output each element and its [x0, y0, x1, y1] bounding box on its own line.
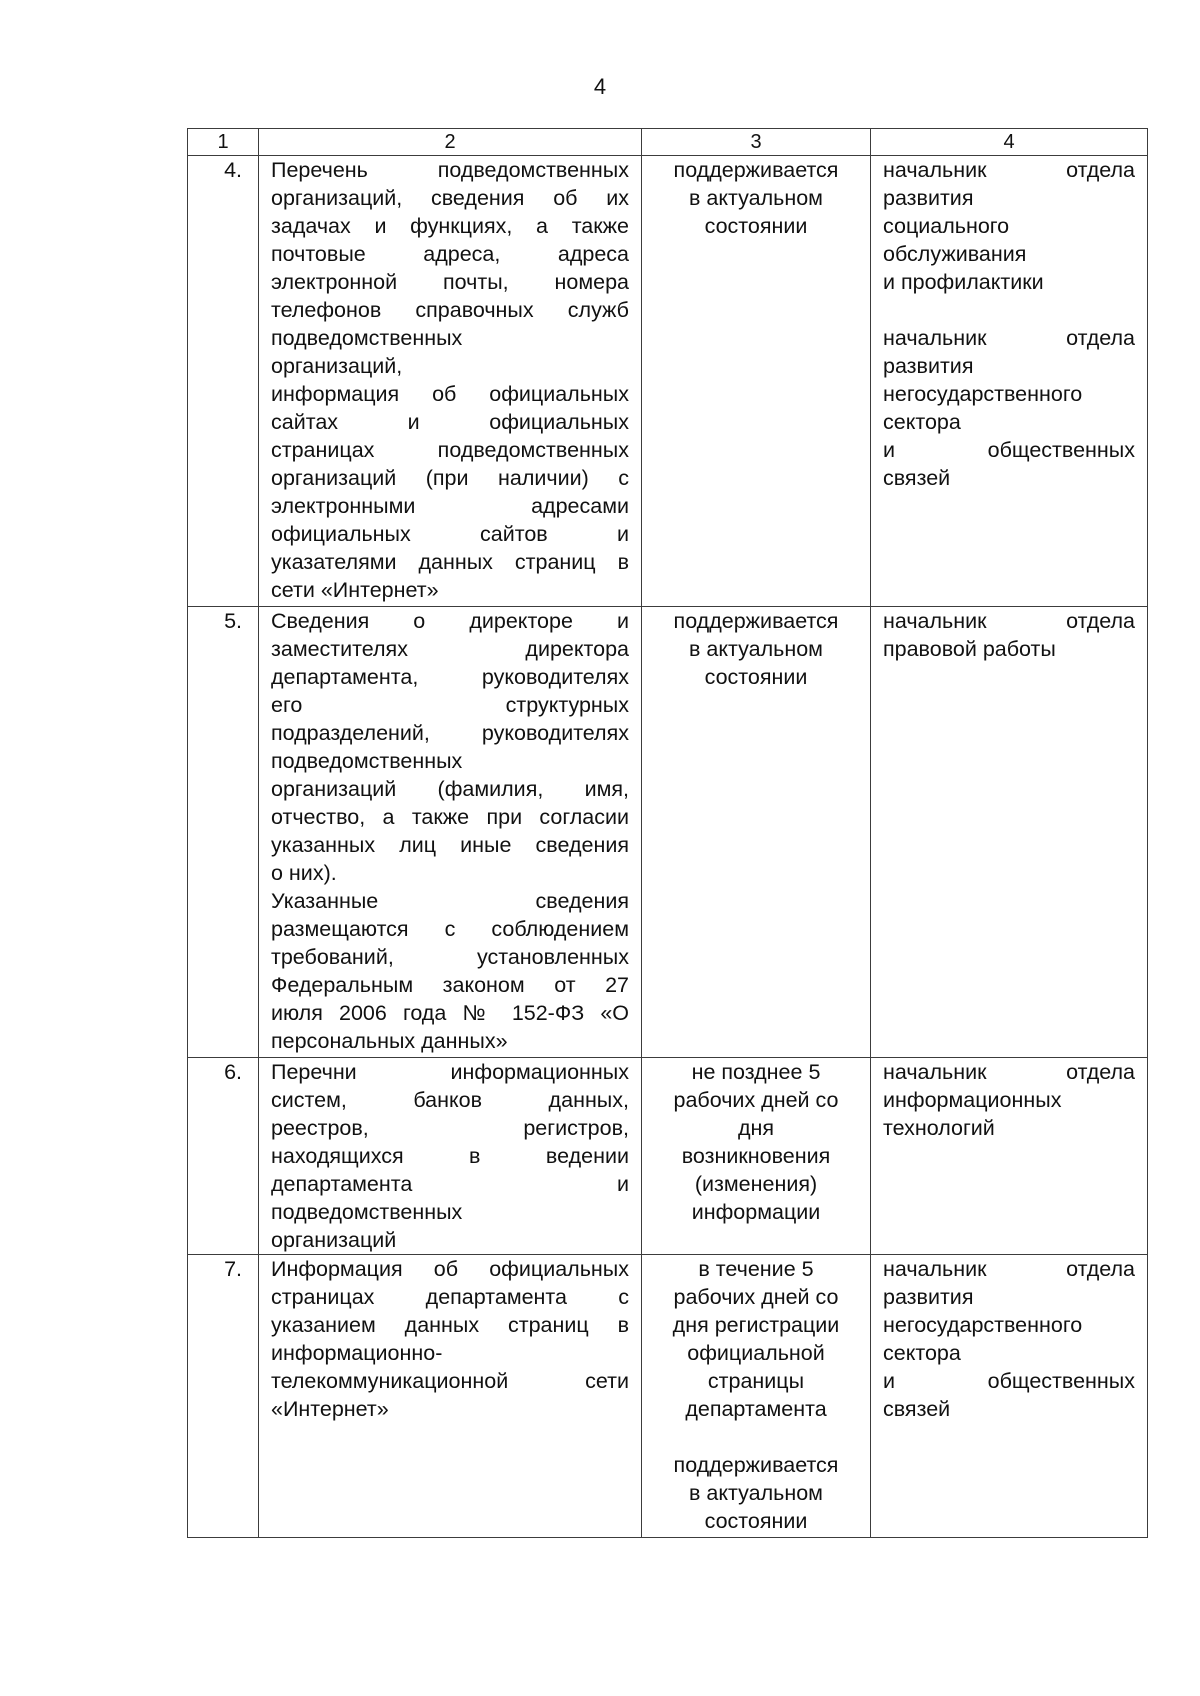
deadline-cell — [642, 156, 871, 607]
description-cell — [259, 1255, 642, 1538]
description-line: систем, банков данных, — [271, 1088, 629, 1112]
row-number: 4. — [224, 158, 242, 182]
description-cell — [259, 607, 642, 1058]
deadline-line: страницы — [707, 1369, 805, 1393]
deadline-line: (изменения) — [694, 1172, 818, 1196]
column-header-1: 1 — [188, 129, 259, 156]
responsible-line: и общественных — [883, 438, 1135, 462]
responsible-cell — [871, 607, 1148, 1058]
deadline-line: в актуальном — [689, 1481, 823, 1505]
description-line: его структурных — [271, 693, 629, 717]
deadline-cell — [642, 1058, 871, 1255]
description-line: «Интернет» — [271, 1397, 389, 1421]
responsible-line: сектора — [883, 1341, 961, 1365]
row-number-cell — [188, 1058, 259, 1255]
description-line: сети «Интернет» — [271, 578, 439, 602]
deadline-line: рабочих дней со — [673, 1088, 839, 1112]
description-line: персональных данных» — [271, 1029, 508, 1053]
description-line: официальных сайтов и — [271, 522, 629, 546]
responsible-line: начальник отдела — [883, 1060, 1135, 1084]
deadline-line: дня — [737, 1116, 775, 1140]
table-row — [188, 1255, 1148, 1538]
responsible-line: развития — [883, 186, 974, 210]
responsible-line: связей — [883, 1397, 951, 1421]
row-number-cell — [188, 156, 259, 607]
deadline-line: департамента — [685, 1397, 827, 1421]
deadline-cell — [642, 1255, 871, 1538]
description-line: информация об официальных — [271, 382, 629, 406]
description-line: подведомственных — [271, 749, 463, 773]
responsible-cell — [871, 1255, 1148, 1538]
description-line: указанных лиц иные сведения — [271, 833, 629, 857]
table-header-row — [188, 129, 1148, 156]
responsible-line: обслуживания — [883, 242, 1027, 266]
row-number: 7. — [224, 1257, 242, 1281]
description-line: телефонов справочных служб — [271, 298, 629, 322]
deadline-line: рабочих дней со — [673, 1285, 839, 1309]
description-line: подведомственных — [271, 326, 463, 350]
row-number-cell — [188, 607, 259, 1058]
table-row — [188, 1058, 1148, 1255]
deadline-line: в актуальном — [689, 186, 823, 210]
responsible-line: развития — [883, 354, 974, 378]
description-line: информационно- — [271, 1341, 443, 1365]
description-line: реестров, регистров, — [271, 1116, 629, 1140]
row-number: 5. — [224, 609, 242, 633]
description-line: организаций, сведения об их — [271, 186, 629, 210]
description-line: размещаются с соблюдением — [271, 917, 629, 941]
deadline-line — [648, 1423, 864, 1451]
responsible-line: начальник отдела — [883, 158, 1135, 182]
description-line: заместителях директора — [271, 637, 629, 661]
responsible-line — [883, 296, 1135, 324]
description-cell — [259, 1058, 642, 1255]
column-header-3: 3 — [642, 129, 871, 156]
responsible-line: социального — [883, 214, 1010, 238]
deadline-line: поддерживается — [673, 158, 839, 182]
description-line: департамента, руководителях — [271, 665, 629, 689]
description-line: электронной почты, номера — [271, 270, 629, 294]
deadline-line: дня регистрации — [672, 1313, 840, 1337]
deadline-line: официальной — [687, 1341, 825, 1365]
description-line: страницах департамента с — [271, 1285, 629, 1309]
description-line: Сведения о директоре и — [271, 609, 629, 633]
description-line: Указанные сведения — [271, 889, 629, 913]
description-line: Информация об официальных — [271, 1257, 629, 1281]
column-header-2: 2 — [259, 129, 642, 156]
page-number: 4 — [593, 74, 607, 99]
description-line: требований, установленных — [271, 945, 629, 969]
deadline-line: состоянии — [704, 665, 808, 689]
table-row — [188, 156, 1148, 607]
responsible-line: сектора — [883, 410, 961, 434]
deadline-line: возникновения — [681, 1144, 831, 1168]
deadline-line: в течение 5 — [698, 1257, 814, 1281]
deadline-line: не позднее 5 — [691, 1060, 821, 1084]
description-line: телекоммуникационной сети — [271, 1369, 629, 1393]
responsible-line: технологий — [883, 1116, 995, 1140]
deadline-line: поддерживается — [673, 609, 839, 633]
description-line: Перечень подведомственных — [271, 158, 629, 182]
table-row — [188, 607, 1148, 1058]
description-line: Перечни информационных — [271, 1060, 629, 1084]
description-line: сайтах и официальных — [271, 410, 629, 434]
responsible-cell — [871, 1058, 1148, 1255]
description-line: находящихся в ведении — [271, 1144, 629, 1168]
description-line: электронными адресами — [271, 494, 629, 518]
description-line: отчество, а также при согласии — [271, 805, 629, 829]
responsible-line: информационных — [883, 1088, 1062, 1112]
description-line: организаций, — [271, 354, 403, 378]
responsible-line: связей — [883, 466, 951, 490]
description-line: почтовые адреса, адреса — [271, 242, 629, 266]
description-line: организаций — [271, 1228, 397, 1252]
row-number: 6. — [224, 1060, 242, 1084]
description-line: указанием данных страниц в — [271, 1313, 629, 1337]
deadline-line: информации — [691, 1200, 821, 1224]
description-line: указателями данных страниц в — [271, 550, 629, 574]
row-number-cell — [188, 1255, 259, 1538]
deadline-line: в актуальном — [689, 637, 823, 661]
deadline-line: поддерживается — [673, 1453, 839, 1477]
responsible-line: негосударственного — [883, 1313, 1083, 1337]
description-line: департамента и — [271, 1172, 629, 1196]
description-cell — [259, 156, 642, 607]
deadline-line: состоянии — [704, 214, 808, 238]
responsible-line: начальник отдела — [883, 326, 1135, 350]
description-line: организаций (при наличии) с — [271, 466, 629, 490]
responsible-line: начальник отдела — [883, 1257, 1135, 1281]
description-line: о них). — [271, 861, 337, 885]
responsible-line: и профилактики — [883, 270, 1044, 294]
description-line: подведомственных — [271, 1200, 463, 1224]
description-line: страницах подведомственных — [271, 438, 629, 462]
description-line: июля 2006 года № 152-ФЗ «О — [271, 1001, 629, 1025]
document-table — [187, 128, 1148, 1538]
deadline-cell — [642, 607, 871, 1058]
responsible-line: и общественных — [883, 1369, 1135, 1393]
deadline-line: состоянии — [704, 1509, 808, 1533]
description-line: организаций (фамилия, имя, — [271, 777, 629, 801]
description-line: задачах и функциях, а также — [271, 214, 629, 238]
column-header-4: 4 — [871, 129, 1148, 156]
description-line: Федеральным законом от 27 — [271, 973, 629, 997]
responsible-line: негосударственного — [883, 382, 1083, 406]
description-line: подразделений, руководителях — [271, 721, 629, 745]
responsible-line: развития — [883, 1285, 974, 1309]
responsible-cell — [871, 156, 1148, 607]
responsible-line: правовой работы — [883, 637, 1056, 661]
responsible-line: начальник отдела — [883, 609, 1135, 633]
